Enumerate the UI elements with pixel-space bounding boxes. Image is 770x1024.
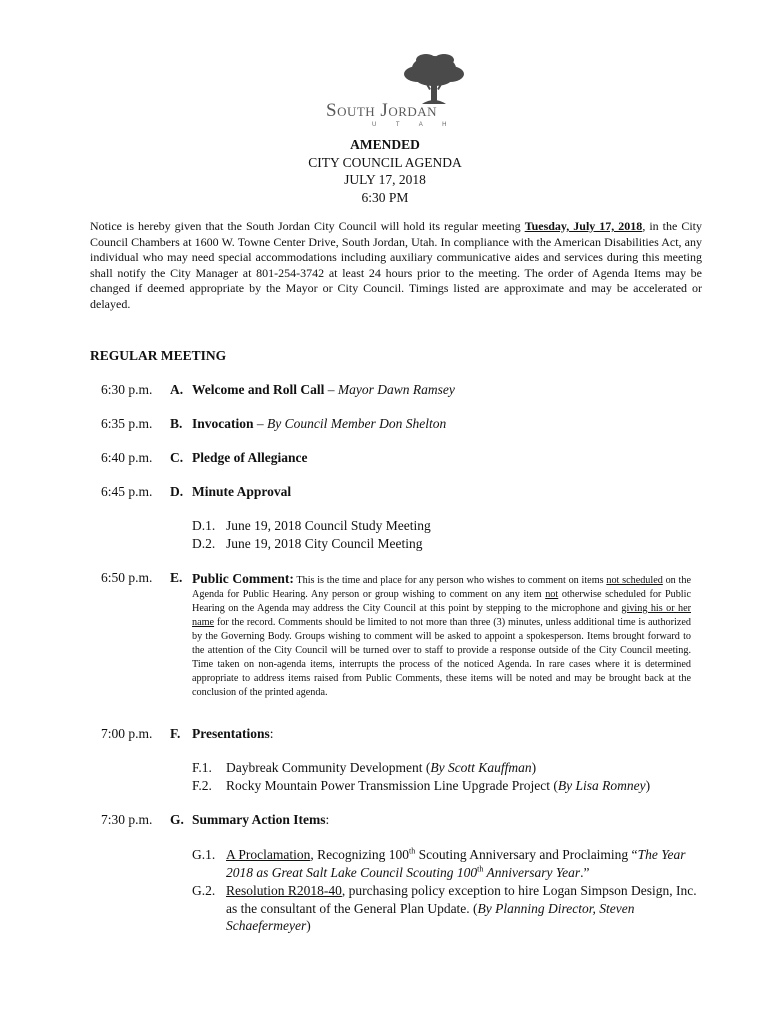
item-letter: B.	[170, 416, 183, 431]
sub-item-number: D.2.	[192, 536, 216, 551]
notice-paragraph	[90, 219, 702, 313]
agenda-item-g	[101, 812, 329, 828]
amended-label: AMENDED	[350, 137, 420, 152]
sub-item-text: Rocky Mountain Power Transmission Line Upgrade Project (	[226, 778, 558, 793]
resolution-link[interactable]: Resolution R2018-40	[226, 883, 342, 898]
sub-item	[192, 536, 423, 552]
sub-item-end: )	[531, 760, 537, 775]
item-time: 6:40 p.m.	[101, 450, 153, 465]
sub-item-text: Daybreak Community Development (	[226, 760, 431, 775]
g1-text-2: Scouting Anniversary and Proclaiming “	[415, 847, 638, 862]
item-title: Presentations	[192, 726, 270, 741]
pc-underline-2: not	[545, 589, 559, 600]
item-time: 6:45 p.m.	[101, 484, 153, 499]
sub-item-number: F.2.	[192, 778, 212, 793]
agenda-item-d	[101, 484, 291, 500]
agenda-title: CITY COUNCIL AGENDA	[308, 154, 462, 170]
item-time: 6:35 p.m.	[101, 416, 153, 431]
g2-text-1: , purchasing policy exception to hire Logan Simpson Design, Inc. as the consultant of the General Plan Update. (	[226, 883, 697, 916]
g1-sup-1: th	[408, 846, 416, 856]
summary-item-g1	[192, 846, 702, 881]
g1-text-1: , Recognizing 100	[310, 847, 409, 862]
item-letter: G.	[170, 812, 184, 827]
item-colon: :	[269, 726, 274, 741]
item-letter: A.	[170, 382, 184, 397]
sub-item-number: D.1.	[192, 518, 216, 533]
item-presenter: – By Council Member Don Shelton	[253, 416, 447, 431]
logo-subtitle: U T A H	[372, 122, 456, 128]
pc-text-1: This is the time and place for any person who wishes to comment on items	[293, 575, 607, 586]
item-letter: F.	[170, 726, 181, 741]
item-title: Welcome and Roll Call	[192, 382, 325, 397]
g1-italic-1: The Year 2018 as Great Salt Lake Council Scouting 100	[226, 847, 686, 880]
agenda-header	[0, 136, 770, 206]
item-letter: D.	[170, 484, 184, 499]
sub-item	[192, 518, 431, 534]
pc-text-3: otherwise scheduled for Public Hearing on the Agenda may address the City Council at this point by stepping to the microphone and	[192, 589, 691, 614]
agenda-date: JULY 17, 2018	[344, 172, 426, 187]
notice-text-2: , in the City Council Chambers at 1600 W. Towne Center Drive, South Jordan, Utah. In compliance with the American Disabilities Act, any individual who may need special accommodations including auxiliary communicative aides and services during this meeting shall notify the City Manager at 801-254-3742 at least 24 hours prior to the meeting. The order of Agenda Items may be changed if deemed appropriate by the Mayor or City Council. Timings listed are approximate and may be accelerated or delayed.	[90, 219, 702, 311]
sub-item	[192, 778, 650, 794]
agenda-item-b	[101, 416, 446, 432]
sub-item-number: G.2.	[192, 883, 216, 898]
sub-item-number: G.1.	[192, 847, 216, 862]
item-time: 7:00 p.m.	[101, 726, 153, 741]
item-time: 7:30 p.m.	[101, 812, 153, 827]
sub-item-text: June 19, 2018 City Council Meeting	[226, 536, 423, 551]
item-presenter: – Mayor Dawn Ramsey	[324, 382, 455, 397]
sub-item-number: F.1.	[192, 760, 212, 775]
item-title: Public Comment:	[192, 571, 294, 586]
g1-sup-2: th	[477, 864, 484, 873]
g2-presenter: By Planning Director, Steven Schaefermeyer	[226, 900, 635, 933]
item-title: Minute Approval	[192, 484, 292, 499]
item-title: Pledge of Allegiance	[192, 450, 308, 465]
g1-italic-2: Anniversary Year	[483, 864, 581, 880]
item-time: 6:30 p.m.	[101, 382, 153, 397]
item-letter: E.	[170, 570, 183, 585]
g1-end: .”	[580, 864, 590, 880]
pc-underline-3: giving his or her name	[192, 603, 691, 628]
agenda-time: 6:30 PM	[361, 189, 409, 205]
sub-item	[192, 760, 536, 776]
pc-underline-1: not scheduled	[606, 575, 663, 586]
section-title: REGULAR MEETING	[90, 348, 227, 363]
sub-item-end: )	[645, 778, 651, 793]
pc-text-2: on the Agenda for Public Hearing. Any person or group wishing to comment on any item	[192, 575, 691, 600]
pc-text-4: for the record. Comments should be limited to not more than three (3) minutes, unless additional time is authorized by the Governing Body. Groups wishing to comment will be asked to appoint a spokesperson. Items brought forward to the attention of the City Council will be turned over to staff to provide a response outside of the City Council meeting. Time taken on non-agenda items, interrupts the process of the noticed Agenda. In rare cases where it is determined appropriate to address items raised from Public Comments, these items will be noted and may be brought back at the conclusion of the printed agenda.	[192, 617, 691, 698]
sub-item-text: June 19, 2018 Council Study Meeting	[226, 518, 431, 533]
sub-item-presenter: By Scott Kauffman	[430, 760, 532, 775]
agenda-item-f	[101, 726, 274, 742]
item-title: Invocation	[192, 416, 254, 431]
summary-item-g2	[192, 882, 702, 935]
agenda-item-a	[101, 382, 455, 398]
g2-end: )	[306, 918, 311, 933]
logo-wordmark: South Jordan	[326, 100, 438, 121]
sub-item-presenter: By Lisa Romney	[557, 778, 646, 793]
agenda-item-e	[101, 570, 192, 586]
agenda-item-c	[101, 450, 307, 466]
proclamation-link[interactable]: A Proclamation	[226, 847, 311, 862]
item-letter: C.	[170, 450, 184, 465]
item-colon: :	[325, 812, 330, 827]
notice-text-1: Notice is hereby given that the South Jordan City Council will hold its regular meeting	[90, 219, 525, 233]
item-title: Summary Action Items	[192, 812, 326, 827]
public-comment-text	[192, 572, 691, 700]
item-time: 6:50 p.m.	[101, 570, 153, 585]
meeting-date: Tuesday, July 17, 2018	[524, 219, 643, 233]
